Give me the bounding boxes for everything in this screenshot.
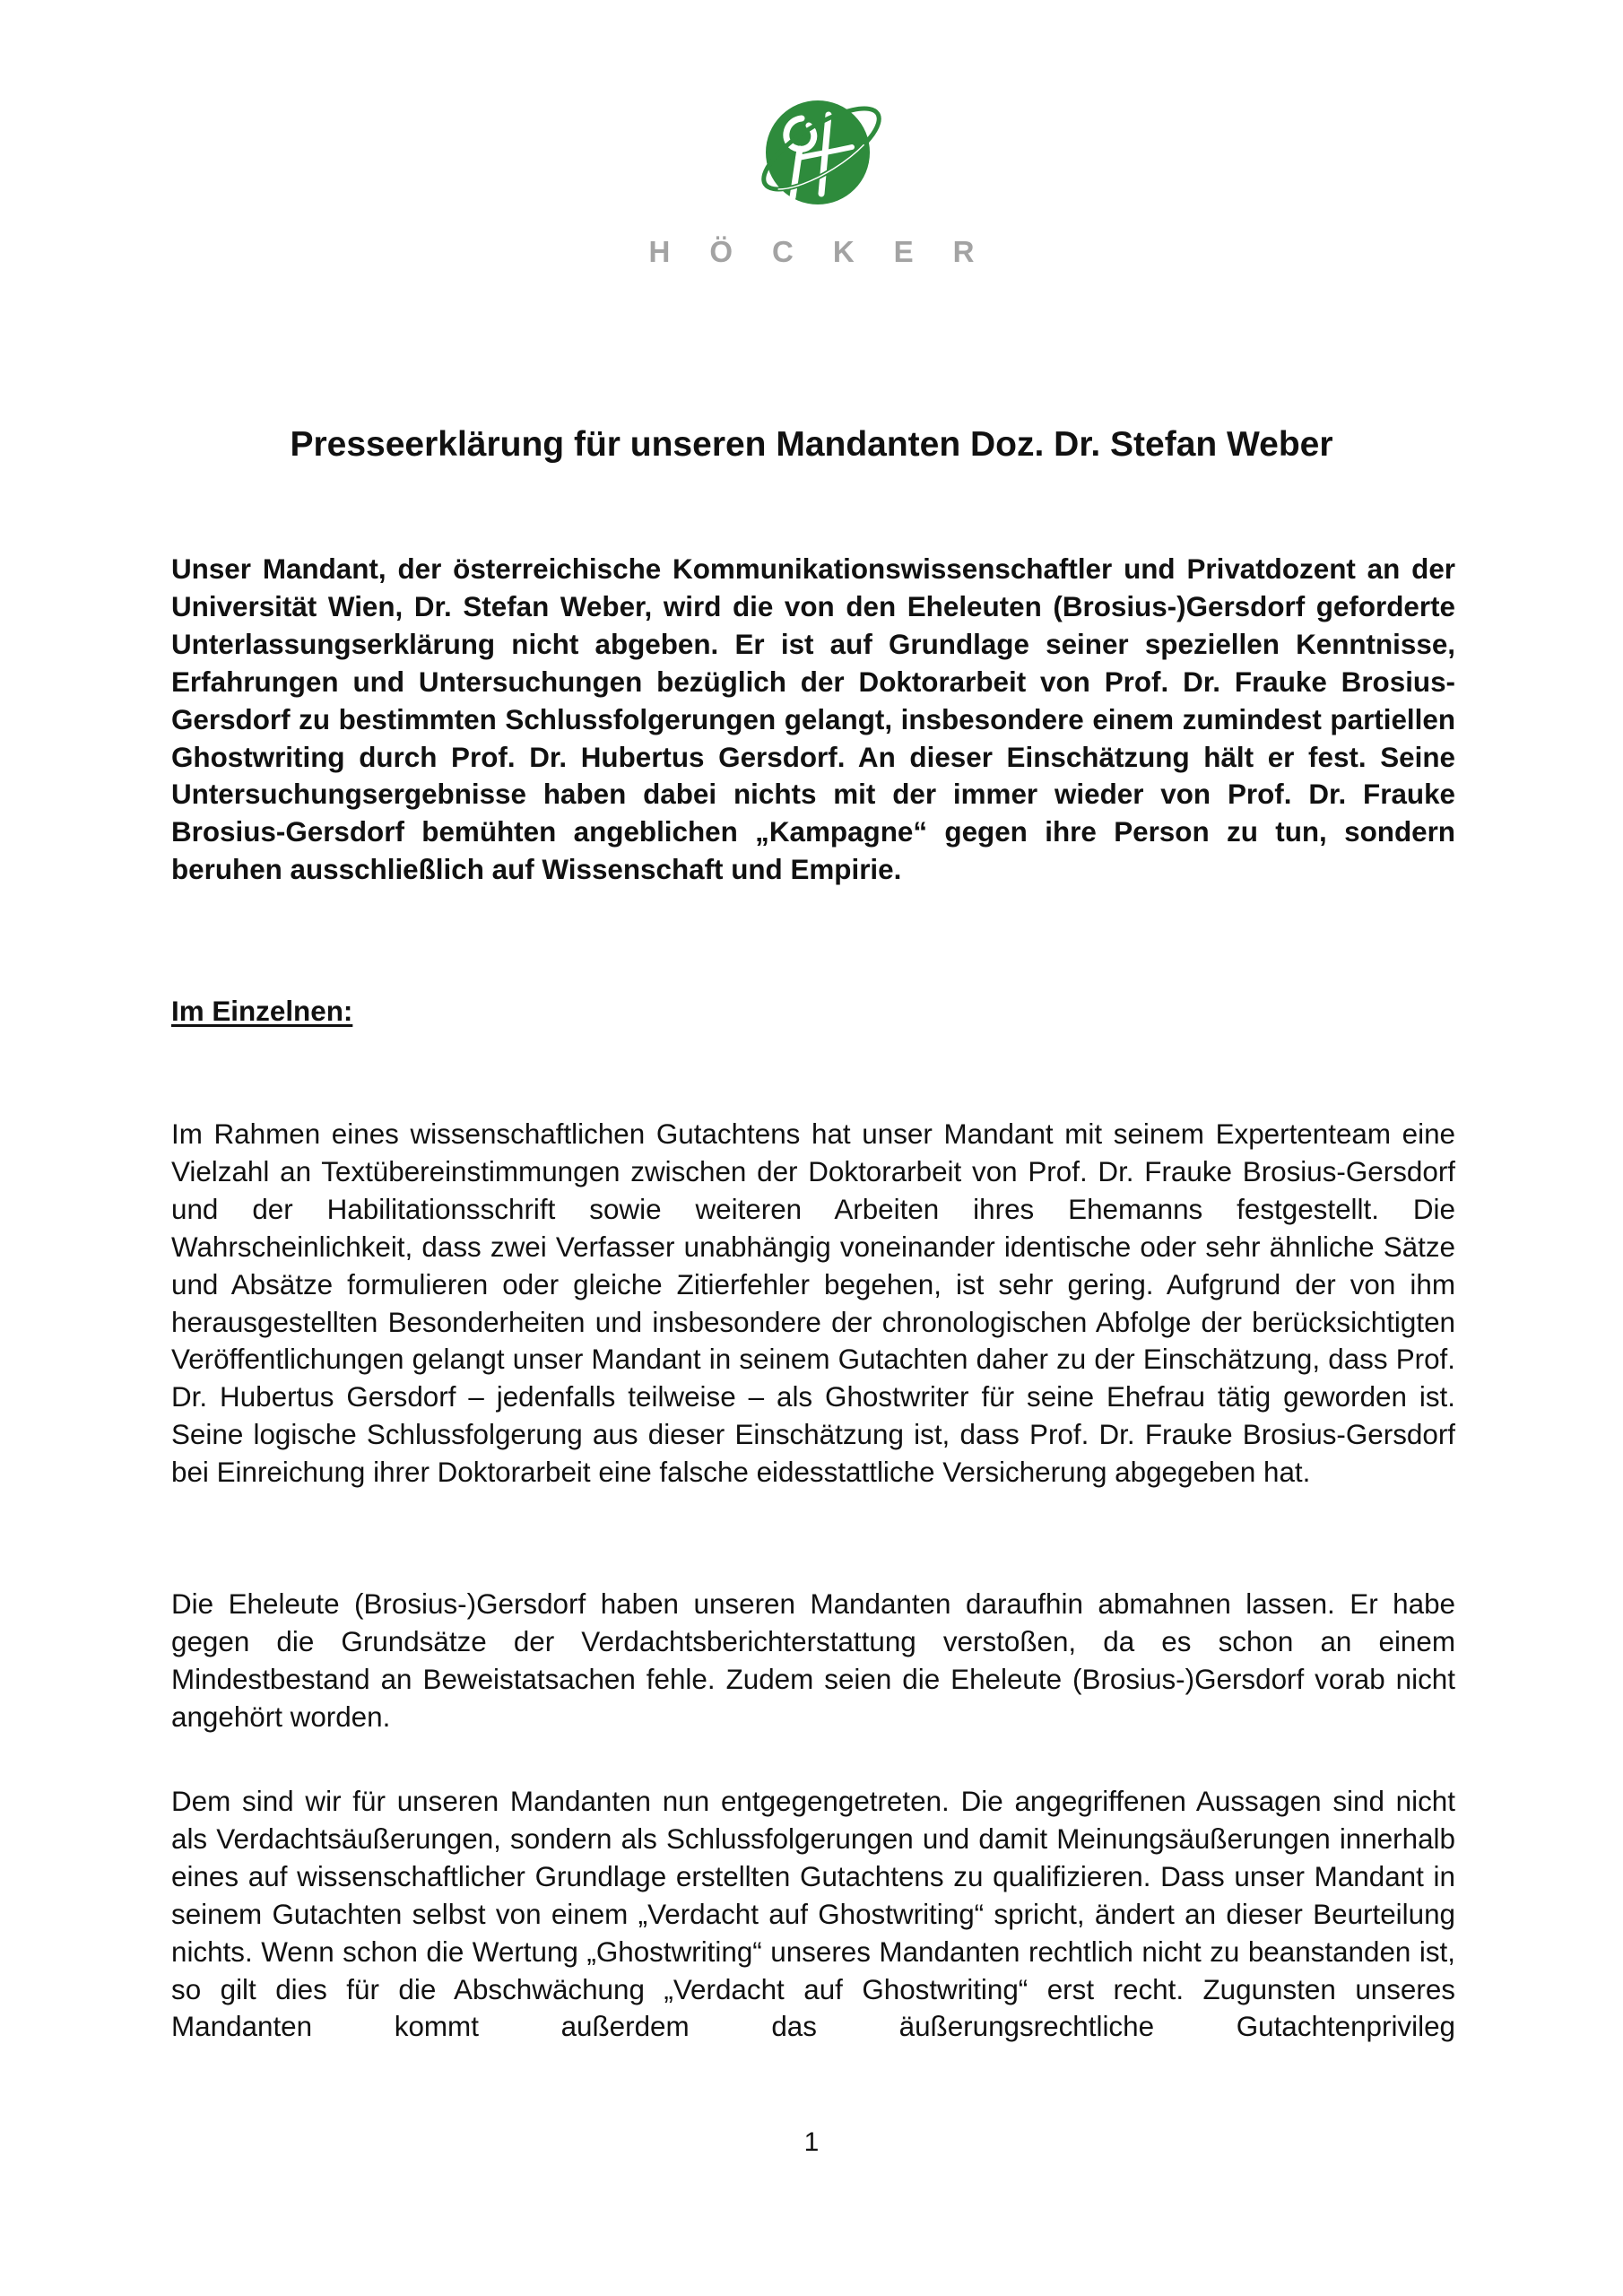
body-paragraph-1: Im Rahmen eines wissenschaftlichen Gutachtens hat unser Mandant mit seinem Expertenteam eine Vielzahl an Textübereinstimmungen zwischen der Doktorarbeit von Prof. Dr. Frauke Brosius-Gersdorf und der Habilitationsschrift sowie weiteren Arbeiten ihres Ehemanns festgestellt. Die Wahrscheinlichkeit, dass zwei Verfasser unabhängig voneinander identische oder sehr ähnliche Sätze und Absätze formulieren oder gleiche Zitierfehler begehen, ist sehr gering. Aufgrund der von ihm herausgestellten Besonderheiten und insbesondere der chronologischen Abfolge der berücksichtigten Veröffentlichungen gelangt unser Mandant in seinem Gutachten daher zu der Einschätzung, dass Prof. Dr. Hubertus Gersdorf – jedenfalls teilweise – als Ghostwriter für seine Ehefrau tätig geworden ist. Seine logische Schlussfolgerung aus dieser Einschätzung ist, dass Prof. Dr. Frauke Brosius-Gersdorf bei Einreichung ihrer Doktorarbeit eine falsche eidesstattliche Versicherung abgegeben hat. — [171, 1118, 1455, 1489]
section-heading: Im Einzelnen: — [171, 996, 353, 1027]
page-title: Presseerklärung für unseren Mandanten Doz. Dr. Stefan Weber — [290, 425, 1333, 464]
page-number: 1 — [803, 2127, 820, 2157]
brand-wordmark: HÖCKER — [648, 235, 1014, 268]
lead-paragraph: Unser Mandant, der österreichische Kommunikationswissenschaftler und Privatdozent an der Universität Wien, Dr. Stefan Weber, wird die von den Eheleuten (Brosius-)Gersdorf geforderte Unterlassungserklärung nicht abgeben. Er ist auf Grundlage seiner speziellen Kenntnisse, Erfahrungen und Untersuchungen bezüglich der Doktorarbeit von Prof. Dr. Frauke Brosius-Gersdorf zu bestimmten Schlussfolgerungen gelangt, insbesondere einem zumindest partiellen Ghostwriting durch Prof. Dr. Hubertus Gersdorf. An dieser Einschätzung hält er fest. Seine Untersuchungsergebnisse haben dabei nichts mit der immer wieder von Prof. Dr. Frauke Brosius-Gersdorf bemühten angeblichen „Kampagne“ gegen ihre Person zu tun, sondern beruhen ausschließlich auf Wissenschaft und Empirie. — [171, 553, 1455, 886]
body-paragraph-2: Die Eheleute (Brosius-)Gersdorf haben unseren Mandanten daraufhin abmahnen lassen. Er habe gegen die Grundsätze der Verdachtsberichterstattung verstoßen, da es schon an einem Mindestbestand an Beweistatsachen fehle. Zudem seien die Eheleute (Brosius-)Gersdorf vorab nicht angehört worden. — [171, 1588, 1455, 1733]
body-paragraph-3: Dem sind wir für unseren Mandanten nun entgegengetreten. Die angegriffenen Aussagen sind nicht als Verdachtsäußerungen, sondern als Schlussfolgerungen und damit Meinungsäußerungen innerhalb eines auf wissenschaftlicher Grundlage erstellten Gutachtens zu qualifizieren. Dass unser Mandant in seinem Gutachten selbst von einem „Verdacht auf Ghostwriting“ spricht, ändert an dieser Beurteilung nichts. Wenn schon die Wertung „Ghostwriting“ unseres Mandanten rechtlich nicht zu beanstanden ist, so gilt dies für die Abschwächung „Verdacht auf Ghostwriting“ erst recht. Zugunsten unseres Mandanten kommt außerdem das äußerungsrechtliche Gutachtenprivileg — [171, 1786, 1455, 2043]
hoecker-monogram-logo-icon — [746, 83, 890, 217]
